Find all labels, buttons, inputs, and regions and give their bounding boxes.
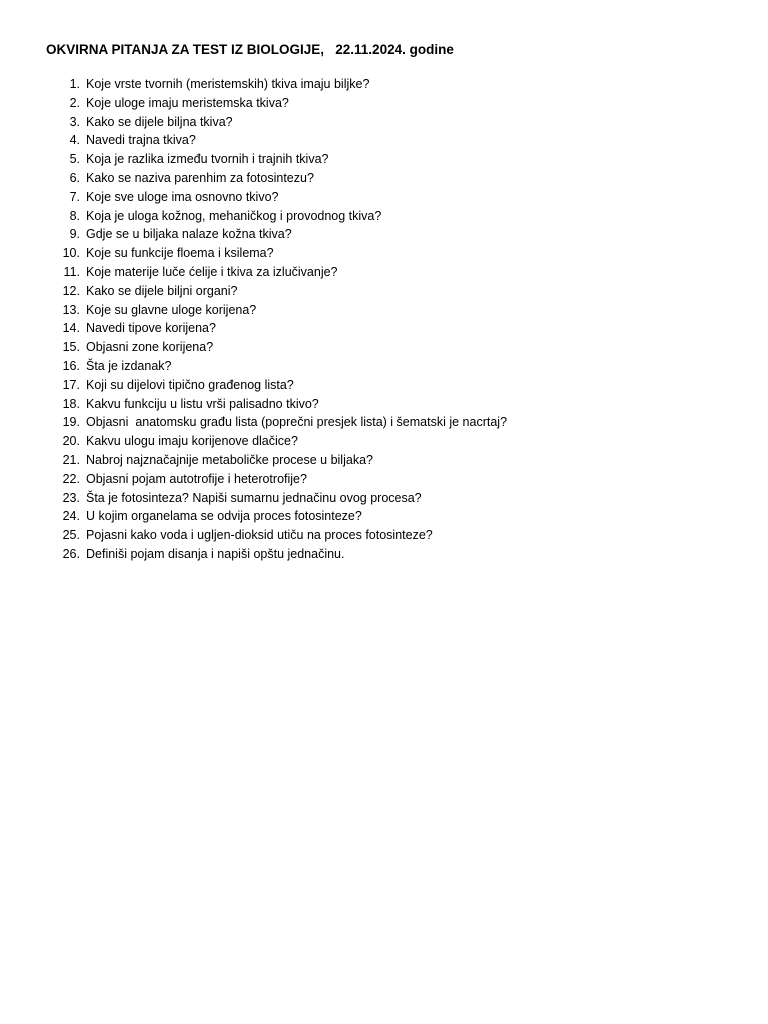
question-text: Kako se dijele biljna tkiva? xyxy=(86,114,233,129)
question-item xyxy=(0,507,507,526)
question-number: 13. xyxy=(62,302,80,317)
question-number: 12. xyxy=(62,283,80,298)
question-text: Gdje se u biljaka nalaze kožna tkiva? xyxy=(86,227,292,242)
question-number: 1. xyxy=(69,77,80,91)
question-text: Koje su glavne uloge korijena? xyxy=(86,302,257,317)
question-text: Koje materije luče ćelije i tkiva za izlučivanje? xyxy=(86,264,338,279)
question-text: Kako se dijele biljni organi? xyxy=(86,283,238,298)
question-text: Šta je fotosinteza? Napiši sumarnu jednačinu ovog procesa? xyxy=(86,490,422,505)
question-item xyxy=(0,75,507,94)
question-number: 11. xyxy=(63,264,80,279)
question-item xyxy=(0,376,507,395)
question-item xyxy=(0,188,507,207)
question-text: Objasni zone korijena? xyxy=(86,340,214,355)
question-number: 6. xyxy=(69,170,80,185)
question-text: Šta je izdanak? xyxy=(86,358,172,373)
question-item xyxy=(0,263,507,282)
question-item xyxy=(0,395,507,414)
question-number: 23. xyxy=(62,490,80,505)
question-item xyxy=(0,451,507,470)
question-text: Nabroj najznačajnije metaboličke procese u biljaka? xyxy=(86,452,373,467)
question-item xyxy=(0,131,507,150)
question-text: Definiši pojam disanja i napiši opštu jednačinu. xyxy=(86,546,345,561)
question-number: 21. xyxy=(62,452,80,467)
question-number: 17. xyxy=(62,377,80,392)
question-number: 9. xyxy=(69,227,80,242)
question-text: Navedi trajna tkiva? xyxy=(86,133,196,148)
question-number: 3. xyxy=(69,114,80,129)
question-number: 26. xyxy=(62,546,80,561)
question-item xyxy=(0,338,507,357)
question-number: 10. xyxy=(62,246,80,261)
question-item xyxy=(0,489,507,508)
question-text: Koja je uloga kožnog, mehaničkog i provodnog tkiva? xyxy=(86,208,382,223)
question-text: Koje uloge imaju meristemska tkiva? xyxy=(86,95,289,110)
question-item xyxy=(0,94,507,113)
question-number: 5. xyxy=(69,152,80,167)
question-text: Pojasni kako voda i ugljen-dioksid utiču na proces fotosinteze? xyxy=(86,528,433,543)
question-item xyxy=(0,470,507,489)
question-number: 4. xyxy=(69,133,80,148)
question-number: 22. xyxy=(62,471,80,486)
question-item xyxy=(0,244,507,263)
question-text: Koja je razlika između tvornih i trajnih tkiva? xyxy=(86,152,329,167)
question-item xyxy=(0,545,507,564)
question-item xyxy=(0,225,507,244)
question-number: 14. xyxy=(62,321,80,336)
question-text: Kakvu funkciju u listu vrši palisadno tkivo? xyxy=(86,396,319,411)
question-number: 19. xyxy=(62,415,80,430)
question-text: U kojim organelama se odvija proces fotosinteze? xyxy=(86,509,362,524)
question-text: Koje vrste tvornih (meristemskih) tkiva imaju biljke? xyxy=(86,77,370,91)
question-item xyxy=(0,432,507,451)
question-number: 15. xyxy=(62,340,80,355)
document-title: OKVIRNA PITANJA ZA TEST IZ BIOLOGIJE, 22.11.2024. godine xyxy=(46,42,454,57)
question-item xyxy=(0,526,507,545)
question-number: 18. xyxy=(62,396,80,411)
question-number: 25. xyxy=(62,528,80,543)
question-item xyxy=(0,150,507,169)
question-item xyxy=(0,113,507,132)
question-number: 24. xyxy=(62,509,80,524)
question-text: Objasni pojam autotrofije i heterotrofije? xyxy=(86,471,307,486)
question-text: Koje sve uloge ima osnovno tkivo? xyxy=(86,189,279,204)
question-number: 8. xyxy=(69,208,80,223)
question-text: Koje su funkcije floema i ksilema? xyxy=(86,246,274,261)
question-item xyxy=(0,207,507,226)
question-item xyxy=(0,169,507,188)
question-item xyxy=(0,319,507,338)
question-text: Kako se naziva parenhim za fotosintezu? xyxy=(86,170,314,185)
question-text: Objasni anatomsku građu lista (poprečni presjek lista) i šematski je nacrtaj? xyxy=(86,415,508,430)
question-item xyxy=(0,301,507,320)
question-number: 20. xyxy=(62,434,80,449)
question-number: 16. xyxy=(62,358,80,373)
question-item xyxy=(0,413,507,432)
question-item xyxy=(0,282,507,301)
question-text: Kakvu ulogu imaju korijenove dlačice? xyxy=(86,434,298,449)
question-number: 2. xyxy=(69,95,80,110)
question-item xyxy=(0,357,507,376)
question-list xyxy=(0,75,507,564)
question-text: Navedi tipove korijena? xyxy=(86,321,216,336)
question-text: Koji su dijelovi tipično građenog lista? xyxy=(86,377,294,392)
question-number: 7. xyxy=(69,189,80,204)
